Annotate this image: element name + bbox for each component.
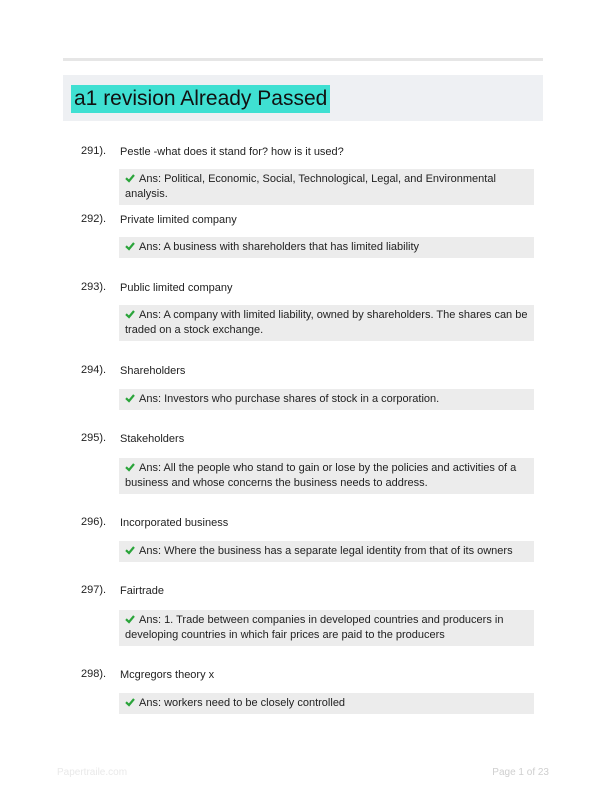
- question-text: Stakeholders: [120, 433, 185, 445]
- answer-text: Ans: All the people who stand to gain or lose by the policies and activities of a business and whose concerns the business needs to address.: [125, 462, 517, 489]
- question-number: 294).: [81, 364, 107, 376]
- check-icon: [125, 697, 135, 707]
- question-number: 297).: [81, 584, 107, 596]
- question-text: Fairtrade: [120, 585, 165, 597]
- page-indicator: Page 1 of 23: [492, 767, 549, 778]
- question-text: Pestle -what does it stand for? how is it used?: [120, 146, 344, 158]
- question-number: 293).: [81, 281, 107, 293]
- answer-box: [119, 610, 534, 646]
- question-text: Incorporated business: [120, 517, 229, 529]
- question-text: Mcgregors theory x: [120, 669, 215, 681]
- check-icon: [125, 614, 135, 624]
- answer-box: [119, 237, 534, 258]
- answer-text: Ans: A business with shareholders that has limited liability: [139, 241, 420, 253]
- question-number: 295).: [81, 432, 107, 444]
- answer-text: Ans: 1. Trade between companies in developed countries and producers in developing countries in which fair prices are paid to the producers: [125, 614, 504, 641]
- answer-text: Ans: workers need to be closely controlled: [139, 697, 346, 709]
- check-icon: [125, 309, 135, 319]
- page-title: a1 revision Already Passed: [71, 85, 330, 113]
- question-text: Public limited company: [120, 282, 233, 294]
- top-rule: [63, 58, 543, 61]
- question-text: Shareholders: [120, 365, 186, 377]
- question-text: Private limited company: [120, 214, 237, 226]
- check-icon: [125, 393, 135, 403]
- answer-text: Ans: A company with limited liability, owned by shareholders. The shares can be traded on a stock exchange.: [125, 309, 528, 336]
- check-icon: [125, 173, 135, 183]
- answer-box: [119, 541, 534, 562]
- question-number: 292).: [81, 213, 107, 225]
- answer-box: [119, 169, 534, 205]
- check-icon: [125, 545, 135, 555]
- answer-box: [119, 389, 534, 410]
- question-number: 296).: [81, 516, 107, 528]
- title-bar: [63, 75, 543, 121]
- answer-box: [119, 693, 534, 714]
- answer-text: Ans: Where the business has a separate legal identity from that of its owners: [139, 545, 513, 557]
- answer-text: Ans: Investors who purchase shares of stock in a corporation.: [139, 393, 440, 405]
- answer-text: Ans: Political, Economic, Social, Technological, Legal, and Environmental analysis.: [125, 173, 496, 200]
- footer-watermark: Papertraile.com: [57, 767, 128, 778]
- question-number: 298).: [81, 668, 107, 680]
- answer-box: [119, 305, 534, 341]
- question-number: 291).: [81, 145, 107, 157]
- check-icon: [125, 462, 135, 472]
- answer-box: [119, 458, 534, 494]
- check-icon: [125, 241, 135, 251]
